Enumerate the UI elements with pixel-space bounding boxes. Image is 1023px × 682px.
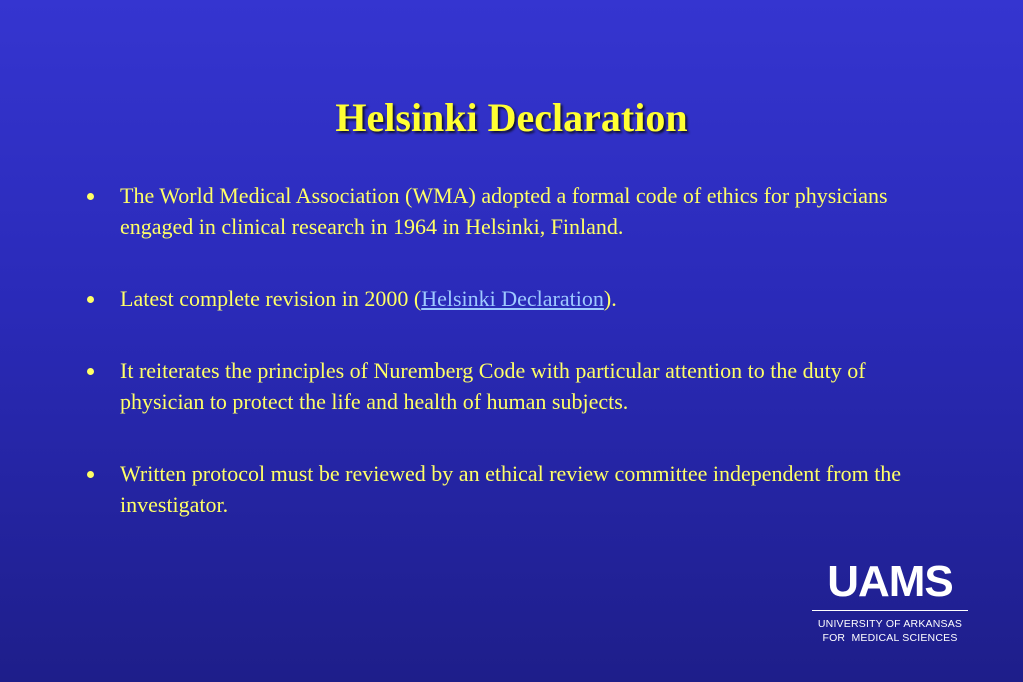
bullet-text: Written protocol must be reviewed by an ethical review committee independent from the investigator.: [120, 461, 902, 517]
logo-line-2: FOR MEDICAL SCIENCES: [822, 632, 958, 644]
bullet-text-before: Latest complete revision in 2000 (: [120, 286, 422, 311]
bullet-item: [84, 283, 914, 314]
bullet-dot-icon: [87, 193, 94, 200]
bullet-list: [84, 180, 914, 561]
logo-line-1: UNIVERSITY OF ARKANSAS: [817, 618, 963, 630]
bullet-text: The World Medical Association (WMA) adopted a formal code of ethics for physicians engaged in clinical research in 1964 in Helsinki, Finland.: [120, 183, 888, 239]
helsinki-declaration-link[interactable]: Helsinki Declaration: [421, 286, 604, 311]
bullet-text-after: ).: [603, 286, 617, 311]
slide-title: Helsinki Declaration: [335, 95, 688, 140]
bullet-text: It reiterates the principles of Nuremberg Code with particular attention to the duty of physician to protect the life and health of human subjects.: [120, 358, 866, 414]
bullet-dot-icon: [87, 368, 94, 375]
logo-mark: UAMS: [827, 557, 953, 606]
bullet-item: [84, 458, 914, 520]
bullet-dot-icon: [87, 471, 94, 478]
bullet-item: [84, 180, 914, 242]
bullet-dot-icon: [87, 296, 94, 303]
logo-divider: [812, 610, 968, 611]
uams-logo: [812, 558, 968, 645]
bullet-item: [84, 355, 914, 417]
